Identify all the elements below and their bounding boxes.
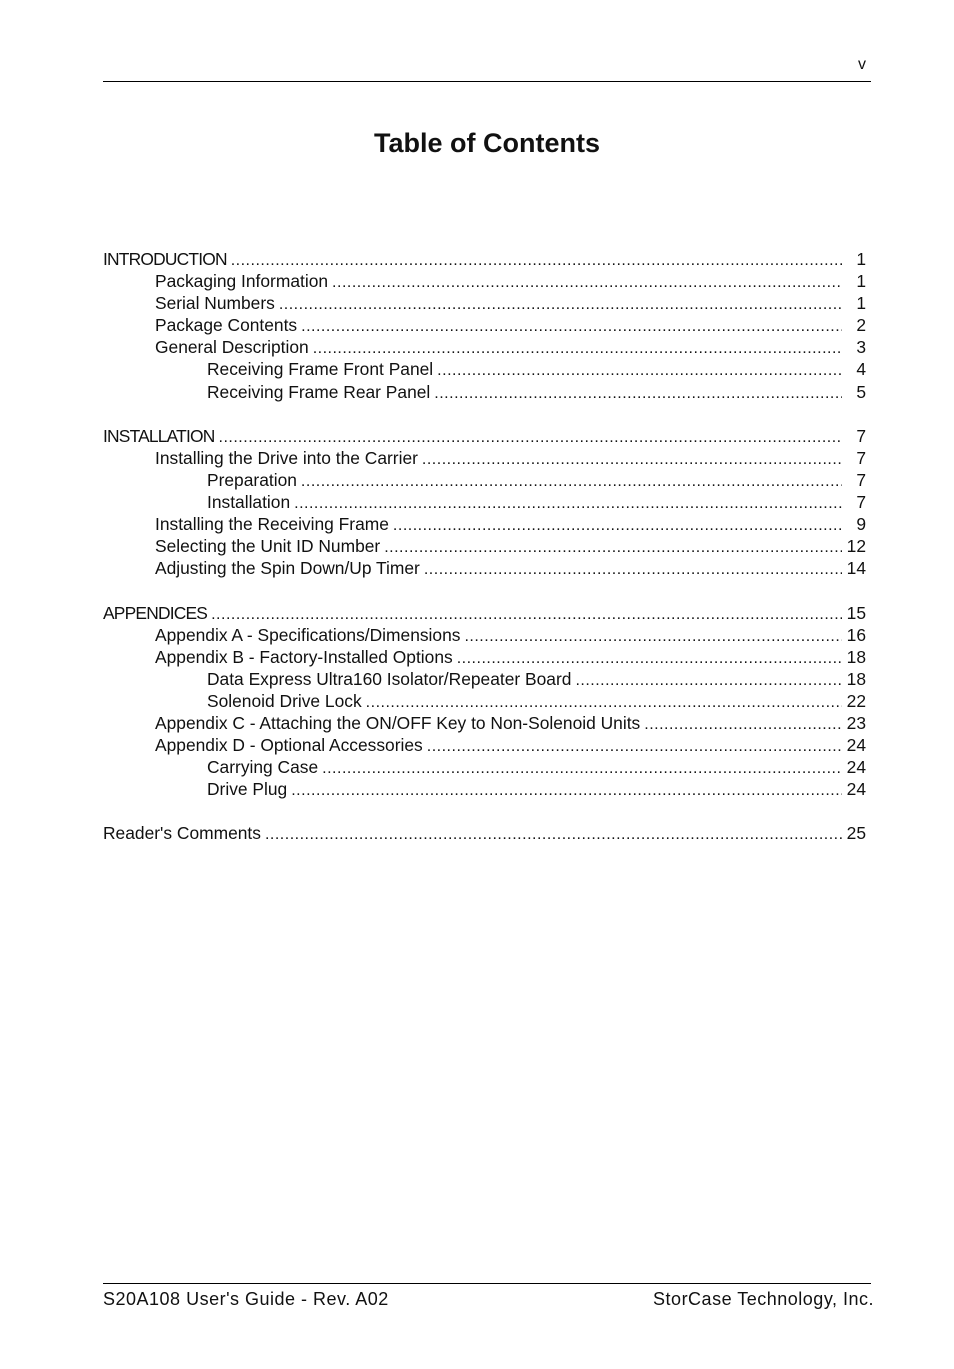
toc-dot-leader (301, 318, 842, 336)
toc-entry-label: Receiving Frame Rear Panel (207, 381, 431, 402)
footer-document-title: S20A108 User's Guide - Rev. A02 (103, 1289, 389, 1309)
toc-entry[interactable] (103, 492, 866, 514)
toc-dot-leader (644, 716, 842, 734)
toc-entry-page-number: 15 (846, 602, 866, 623)
toc-entry[interactable] (103, 757, 866, 779)
toc-entry-label: Solenoid Drive Lock (207, 690, 362, 711)
toc-entry[interactable] (103, 735, 866, 757)
toc-entry-page-number: 24 (846, 779, 866, 800)
toc-dot-leader (313, 340, 842, 358)
toc-entry[interactable] (103, 514, 866, 536)
toc-entry-page-number: 18 (846, 646, 866, 667)
toc-entry[interactable] (103, 426, 866, 448)
toc-entry-label: Package Contents (155, 315, 298, 336)
toc-entry[interactable] (103, 337, 866, 359)
toc-entry[interactable] (103, 647, 866, 669)
toc-entry-label: Installing the Drive into the Carrier (155, 447, 418, 468)
toc-entry-page-number: 22 (846, 690, 866, 711)
toc-entry-label: Reader's Comments (103, 823, 261, 844)
toc-entry[interactable] (103, 603, 866, 625)
toc-entry-label: Serial Numbers (155, 293, 275, 314)
toc-entry[interactable] (103, 669, 866, 691)
toc-dot-leader (384, 539, 842, 557)
toc-entry-label: Adjusting the Spin Down/Up Timer (155, 558, 420, 579)
toc-entry-label: Packaging Information (155, 271, 329, 292)
toc-dot-leader (291, 782, 842, 800)
toc-entry-page-number: 24 (846, 757, 866, 778)
toc-entry-label: Appendix B - Factory-Installed Options (155, 646, 453, 667)
toc-entry-page-number: 1 (856, 293, 866, 314)
toc-entry-label: Installation (207, 492, 291, 513)
toc-entry-label: General Description (155, 337, 309, 358)
toc-entry-page-number: 7 (856, 492, 866, 513)
toc-entry-page-number: 5 (856, 381, 866, 402)
toc-entry-label: Installing the Receiving Frame (155, 514, 389, 535)
toc-entry[interactable] (103, 359, 866, 381)
toc-entry[interactable] (103, 713, 866, 735)
toc-entry-label: Preparation (207, 469, 297, 490)
toc-dot-leader (424, 561, 842, 579)
toc-entry[interactable] (103, 382, 866, 404)
toc-entry-label: Appendix C - Attaching the ON/OFF Key to Non-Solenoid Units (155, 712, 641, 733)
toc-entry[interactable] (103, 448, 866, 470)
toc-dot-leader (279, 296, 842, 314)
toc-entry[interactable] (103, 625, 866, 647)
toc-dot-leader (301, 473, 842, 491)
toc-entry[interactable] (103, 271, 866, 293)
toc-dot-leader (457, 650, 842, 668)
toc-dot-leader (427, 738, 842, 756)
toc-entry-page-number: 7 (856, 447, 866, 468)
toc-dot-leader (211, 606, 842, 624)
toc-entry[interactable] (103, 779, 866, 801)
toc-entry-label: APPENDICES (103, 602, 208, 623)
toc-entry-page-number: 12 (846, 536, 866, 557)
toc-entry-label: Selecting the Unit ID Number (155, 536, 381, 557)
toc-dot-leader (265, 826, 842, 844)
toc-entry[interactable] (103, 293, 866, 315)
toc-entry-label: Carrying Case (207, 757, 319, 778)
toc-entry-page-number: 7 (856, 469, 866, 490)
toc-entry-page-number: 4 (856, 359, 866, 380)
toc-entry-page-number: 2 (856, 315, 866, 336)
toc-entry-label: INSTALLATION (103, 425, 215, 446)
page-number: v (858, 56, 866, 73)
toc-dot-leader (219, 429, 842, 447)
toc-entry-page-number: 23 (846, 712, 866, 733)
toc-dot-leader (464, 628, 842, 646)
toc-entry-page-number: 18 (846, 668, 866, 689)
toc-dot-leader (322, 760, 842, 778)
toc-entry-label: Appendix D - Optional Accessories (155, 735, 423, 756)
toc-dot-leader (231, 252, 842, 270)
table-of-contents (103, 249, 866, 846)
toc-entry-page-number: 14 (846, 558, 866, 579)
toc-dot-leader (366, 694, 842, 712)
header-rule (103, 81, 871, 82)
toc-dot-leader (434, 385, 842, 403)
toc-entry[interactable] (103, 823, 866, 845)
toc-dot-leader (437, 362, 842, 380)
toc-entry-page-number: 1 (856, 249, 866, 269)
toc-entry-page-number: 3 (856, 337, 866, 358)
toc-dot-leader (294, 495, 842, 513)
toc-dot-leader (422, 451, 842, 469)
toc-entry[interactable] (103, 249, 866, 271)
toc-entry-label: Data Express Ultra160 Isolator/Repeater Board (207, 668, 572, 689)
footer-rule (103, 1283, 871, 1284)
toc-entry-page-number: 1 (856, 271, 866, 292)
toc-entry[interactable] (103, 315, 866, 337)
toc-entry[interactable] (103, 691, 866, 713)
footer-company-name: StorCase Technology, Inc. (653, 1289, 874, 1309)
toc-entry-label: Receiving Frame Front Panel (207, 359, 434, 380)
toc-entry-page-number: 16 (846, 624, 866, 645)
toc-entry-label: INTRODUCTION (103, 249, 227, 269)
toc-dot-leader (575, 672, 842, 690)
toc-entry-page-number: 24 (846, 735, 866, 756)
toc-entry-label: Drive Plug (207, 779, 288, 800)
toc-entry[interactable] (103, 558, 866, 580)
toc-entry-page-number: 9 (856, 514, 866, 535)
toc-dot-leader (332, 274, 842, 292)
toc-entry[interactable] (103, 536, 866, 558)
toc-entry[interactable] (103, 470, 866, 492)
toc-entry-page-number: 7 (856, 425, 866, 446)
page-title: Table of Contents (374, 128, 600, 158)
toc-entry-page-number: 25 (846, 823, 866, 844)
toc-dot-leader (393, 517, 842, 535)
toc-entry-label: Appendix A - Specifications/Dimensions (155, 624, 461, 645)
